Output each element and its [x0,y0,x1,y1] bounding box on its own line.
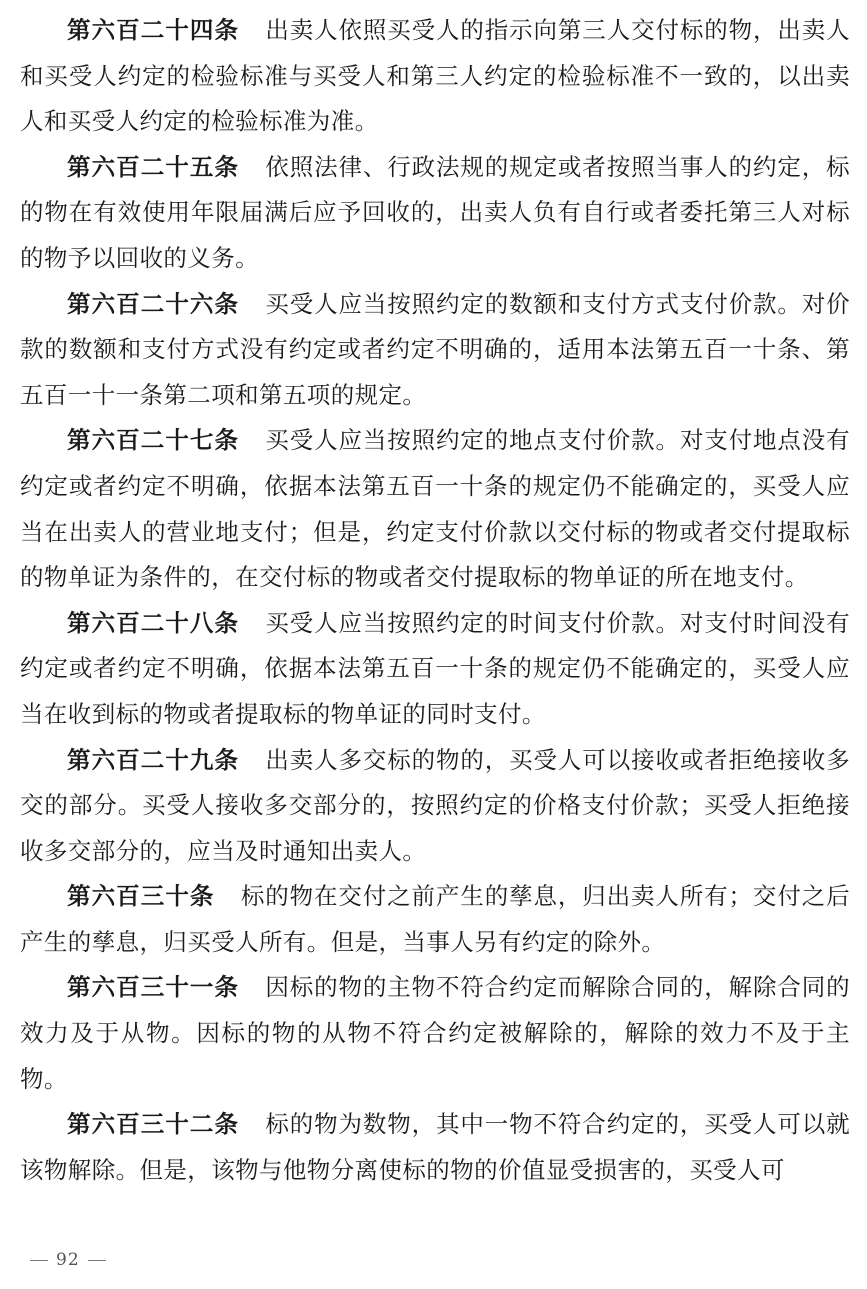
article-631 [20,965,850,1102]
article-text: 因标的物的主物不符合约定而解除合同的，解除合同的效力及于从物。因标的物的从物不符合约定被解除的，解除的效力不及于主物。 [20,973,850,1093]
article-text: 买受人应当按照约定的数额和支付方式支付价款。对价款的数额和支付方式没有约定或者约定不明确的，适用本法第五百一十条、第五百一十一条第二项和第五项的规定。 [20,289,850,409]
article-number: 第六百三十一条 [67,973,240,1002]
article-624 [20,8,850,145]
article-text: 依照法律、行政法规的规定或者按照当事人的约定，标的物在有效使用年限届满后应予回收的，出卖人负有自行或者委托第三人对标的物予以回收的义务。 [20,152,850,272]
dash-right [88,1260,106,1261]
article-number: 第六百二十八条 [67,608,240,637]
article-627 [20,418,850,600]
article-628 [20,601,850,738]
article-630 [20,874,850,965]
article-number: 第六百二十七条 [67,426,240,455]
article-number: 第六百二十九条 [67,745,240,774]
article-text: 标的物为数物，其中一物不符合约定的，买受人可以就该物解除。但是，该物与他物分离使标的物的价值显受损害的，买受人可 [20,1110,850,1184]
article-626 [20,282,850,419]
article-text: 出卖人依照买受人的指示向第三人交付标的物，出卖人和买受人约定的检验标准与买受人和第三人约定的检验标准不一致的，以出卖人和买受人约定的检验标准为准。 [20,16,850,136]
article-number: 第六百二十四条 [67,16,240,44]
dash-left [30,1260,48,1261]
document-page [20,8,850,1193]
page-footer [22,1250,114,1270]
article-text: 标的物在交付之前产生的孳息，归出卖人所有；交付之后产生的孳息，归买受人所有。但是，当事人另有约定的除外。 [20,882,850,956]
article-text: 出卖人多交标的物的，买受人可以接收或者拒绝接收多交的部分。买受人接收多交部分的，按照约定的价格支付价款；买受人拒绝接收多交部分的，应当及时通知出卖人。 [20,745,850,865]
page-number: 92 [56,1250,80,1270]
article-number: 第六百三十条 [67,882,215,911]
article-number: 第六百三十二条 [67,1110,240,1139]
article-text: 买受人应当按照约定的地点支付价款。对支付地点没有约定或者约定不明确，依据本法第五百一十条的规定仍不能确定的，买受人应当在出卖人的营业地支付；但是，约定支付价款以交付标的物或者交付提取标的物单证为条件的，在交付标的物或者交付提取标的物单证的所在地支付。 [20,426,850,592]
article-text: 买受人应当按照约定的时间支付价款。对支付时间没有约定或者约定不明确，依据本法第五百一十条的规定仍不能确定的，买受人应当在收到标的物或者提取标的物单证的同时支付。 [20,608,850,728]
article-625 [20,145,850,282]
article-number: 第六百二十六条 [67,289,240,318]
article-629 [20,738,850,875]
article-number: 第六百二十五条 [67,152,240,181]
article-632 [20,1102,850,1193]
